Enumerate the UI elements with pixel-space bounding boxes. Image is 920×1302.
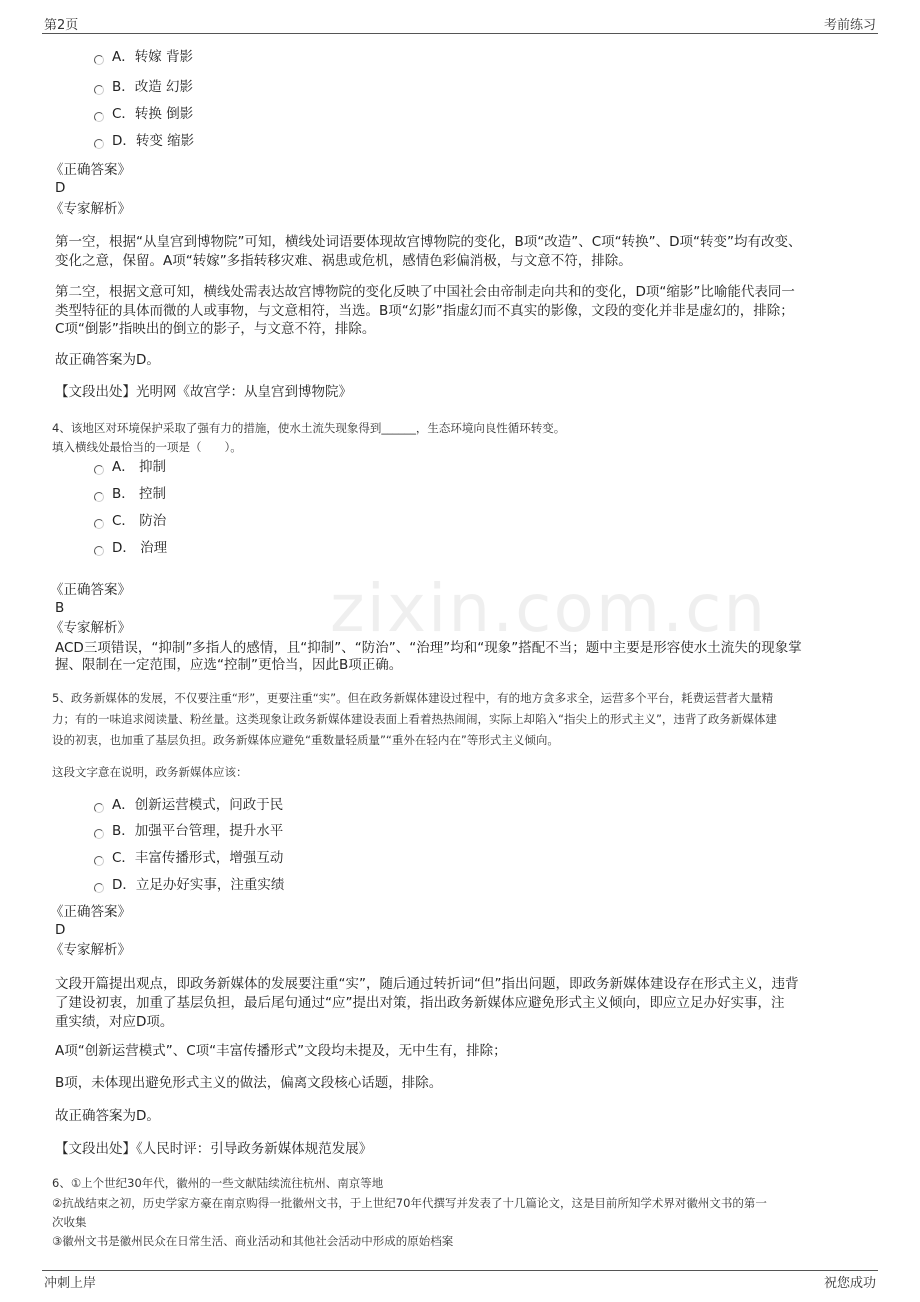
- analysis-conclusion: 故正确答案为D。: [55, 1108, 160, 1124]
- option-label: B．加强平台管理，提升水平: [112, 823, 284, 839]
- header-divider: [42, 33, 878, 34]
- radio-icon[interactable]: [94, 803, 104, 813]
- radio-icon[interactable]: [94, 55, 104, 65]
- q3-option-b[interactable]: [94, 78, 193, 96]
- radio-icon[interactable]: [94, 546, 104, 556]
- analysis-source: 【文段出处】《人民时评：引导政务新媒体规范发展》: [55, 1141, 373, 1157]
- analysis-line: 握、限制在一定范围，应选“控制”更恰当，因此B项正确。: [55, 657, 403, 673]
- q5-option-c[interactable]: [94, 849, 283, 867]
- radio-icon[interactable]: [94, 85, 104, 95]
- watermark: zixin.com.cn: [330, 570, 768, 647]
- q3-option-a[interactable]: [94, 48, 193, 66]
- q6-stem: 次收集: [52, 1215, 87, 1229]
- analysis-source: 【文段出处】光明网《故宫学：从皇宫到博物院》: [55, 384, 352, 400]
- answer-value: B: [55, 600, 65, 616]
- analysis-label: 《专家解析》: [50, 942, 131, 958]
- radio-icon[interactable]: [94, 465, 104, 475]
- analysis-line: B项，未体现出避免形式主义的做法，偏离文段核心话题，排除。: [55, 1075, 443, 1091]
- radio-icon[interactable]: [94, 829, 104, 839]
- q4-option-a[interactable]: [94, 458, 166, 476]
- option-label: A．转嫁 背影: [112, 49, 194, 65]
- radio-icon[interactable]: [94, 519, 104, 529]
- radio-icon[interactable]: [94, 883, 104, 893]
- q3-option-d[interactable]: [94, 132, 194, 150]
- analysis-line: 重实绩，对应D项。: [55, 1014, 174, 1030]
- q4-stem: 填入横线处最恰当的一项是（ ）。: [52, 440, 242, 454]
- analysis-line: 第一空，根据“从皇宫到博物院”可知，横线处词语要体现故宫博物院的变化，B项“改造”、C项“转换”、D项“转变”均有改变、: [55, 234, 802, 250]
- q6-stem: ②抗战结束之初，历史学家方豪在南京购得一批徽州文书，于上世纪70年代撰写并发表了十几篇论文，这是目前所知学术界对徽州文书的第一: [52, 1196, 767, 1210]
- option-label: A． 抑制: [112, 459, 167, 475]
- radio-icon[interactable]: [94, 139, 104, 149]
- header-title: 考前练习: [823, 18, 876, 33]
- radio-icon[interactable]: [94, 856, 104, 866]
- analysis-line: 文段开篇提出观点，即政务新媒体的发展要注重“实”，随后通过转折词“但”指出问题，即政务新媒体建设存在形式主义，违背: [55, 976, 799, 992]
- answer-label: 《正确答案》: [50, 162, 131, 178]
- option-label: B．改造 幻影: [112, 79, 194, 95]
- q5-option-a[interactable]: [94, 796, 283, 814]
- analysis-conclusion: 故正确答案为D。: [55, 352, 160, 368]
- q6-stem: 6、①上个世纪30年代，徽州的一些文献陆续流往杭州、南京等地: [52, 1176, 384, 1190]
- analysis-label: 《专家解析》: [50, 620, 131, 636]
- page-number: 第2页: [44, 18, 79, 33]
- analysis-line: 第二空，根据文意可知，横线处需表达故宫博物院的变化反映了中国社会由帝制走向共和的变化，D项“缩影”比喻能代表同一: [55, 284, 795, 300]
- answer-label: 《正确答案》: [50, 582, 131, 598]
- q4-stem: 4、该地区对环境保护采取了强有力的措施，使水土流失现象得到______，生态环境向良性循环转变。: [52, 421, 566, 435]
- option-label: A．创新运营模式，问政于民: [112, 797, 284, 813]
- radio-icon[interactable]: [94, 112, 104, 122]
- option-label: B． 控制: [112, 486, 167, 502]
- analysis-line: 类型特征的具体而微的人或事物，与文意相符，当选。B项“幻影”指虚幻而不真实的影像，文段的变化并非是虚幻的，排除；: [55, 303, 794, 319]
- analysis-line: 变化之意，保留。A项“转嫁”多指转移灾难、祸患或危机，感情色彩偏消极，与文意不符，排除。: [55, 253, 632, 269]
- analysis-line: ACD三项错误，“抑制”多指人的感情，且“抑制”、“防治”、“治理”均和“现象”搭配不当；题中主要是形容使水土流失的现象掌: [55, 640, 802, 656]
- q3-option-c[interactable]: [94, 105, 193, 123]
- q5-prompt: 这段文字意在说明，政务新媒体应该：: [52, 765, 248, 779]
- answer-value: D: [55, 922, 66, 938]
- q5-option-b[interactable]: [94, 822, 283, 840]
- analysis-line: C项“倒影”指映出的倒立的影子，与文意不符，排除。: [55, 321, 376, 337]
- analysis-line: 了建设初衷，加重了基层负担，最后尾句通过“应”提出对策，指出政务新媒体应避免形式主义倾向，即应立足办好实事，注: [55, 995, 785, 1011]
- footer-right: 祝您成功: [823, 1276, 876, 1291]
- footer-divider: [42, 1270, 878, 1271]
- analysis-label: 《专家解析》: [50, 201, 131, 217]
- option-label: D． 治理: [112, 540, 168, 556]
- q4-option-b[interactable]: [94, 485, 166, 503]
- option-label: C．转换 倒影: [112, 106, 194, 122]
- q4-option-c[interactable]: [94, 512, 166, 530]
- q5-stem: 设的初衷，也加重了基层负担。政务新媒体应避免“重数量轻质量”“重外在轻内在”等形式主义倾向。: [52, 733, 559, 747]
- q5-option-d[interactable]: [94, 876, 284, 894]
- option-label: D．立足办好实事，注重实绩: [112, 877, 285, 893]
- q4-option-d[interactable]: [94, 539, 167, 557]
- option-label: C． 防治: [112, 513, 167, 529]
- answer-value: D: [55, 180, 66, 196]
- analysis-line: A项“创新运营模式”、C项“丰富传播形式”文段均未提及，无中生有，排除；: [55, 1043, 507, 1059]
- option-label: D．转变 缩影: [112, 133, 195, 149]
- q5-stem: 5、政务新媒体的发展，不仅要注重“形”，更要注重“实”。但在政务新媒体建设过程中，有的地方贪多求全，运营多个平台，耗费运营者大量精: [52, 691, 774, 705]
- q6-stem: ③徽州文书是徽州民众在日常生活、商业活动和其他社会活动中形成的原始档案: [52, 1234, 454, 1248]
- option-label: C．丰富传播形式，增强互动: [112, 850, 284, 866]
- radio-icon[interactable]: [94, 492, 104, 502]
- footer-left: 冲刺上岸: [44, 1276, 97, 1291]
- q5-stem: 力；有的一味追求阅读量、粉丝量。这类现象让政务新媒体建设表面上看着热热闹闹，实际上却陷入“指尖上的形式主义”，违背了政务新媒体建: [52, 712, 777, 726]
- answer-label: 《正确答案》: [50, 904, 131, 920]
